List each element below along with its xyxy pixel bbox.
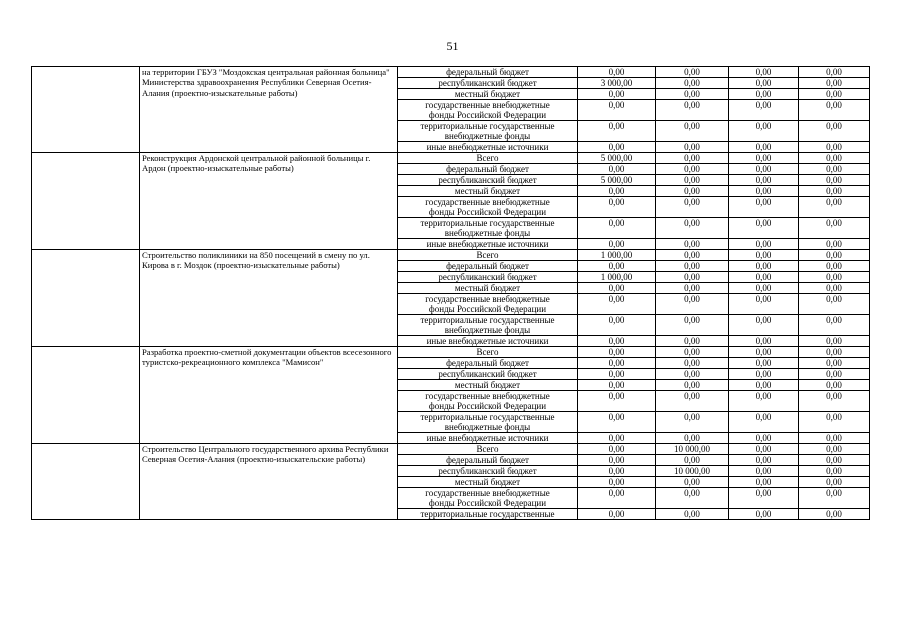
table-row: [32, 347, 870, 358]
funding-source: [398, 100, 578, 121]
amount-cell: 0,00: [729, 477, 799, 488]
funding-source-line: республиканский бюджет: [438, 175, 537, 185]
funding-source-line: федеральный бюджет: [446, 67, 529, 77]
amount-cell: 0,00: [729, 261, 799, 272]
amount-cell: 0,00: [656, 175, 729, 186]
amount-cell: 0,00: [578, 466, 656, 477]
amount-cell: 0,00: [729, 509, 799, 520]
amount-cell: 0,00: [656, 488, 729, 509]
amount-cell: 0,00: [799, 466, 870, 477]
amount-cell: 0,00: [578, 261, 656, 272]
project-name: Разработка проектно-сметной документации объектов всесезонного туристско-рекреационного комплекса "Мамисон": [140, 347, 398, 444]
funding-source: [398, 358, 578, 369]
amount-cell: 0,00: [578, 433, 656, 444]
funding-source: [398, 477, 578, 488]
funding-source-line: местный бюджет: [454, 89, 521, 99]
funding-source-line: фонды Российской Федерации: [428, 401, 547, 411]
amount-cell: 0,00: [656, 380, 729, 391]
amount-cell: 0,00: [656, 369, 729, 380]
amount-cell: 0,00: [799, 283, 870, 294]
amount-cell: 0,00: [799, 272, 870, 283]
funding-source-line: государственные внебюджетные: [425, 294, 550, 304]
funding-source-line: Всего: [476, 347, 499, 357]
amount-cell: 0,00: [656, 433, 729, 444]
funding-source: [398, 250, 578, 261]
amount-cell: 0,00: [729, 78, 799, 89]
funding-source: [398, 261, 578, 272]
amount-cell: 0,00: [799, 175, 870, 186]
amount-cell: 0,00: [799, 380, 870, 391]
amount-cell: 0,00: [578, 283, 656, 294]
funding-source: [398, 433, 578, 444]
amount-cell: 0,00: [799, 197, 870, 218]
amount-cell: 0,00: [656, 78, 729, 89]
empty-cell: [32, 444, 140, 520]
amount-cell: 0,00: [799, 67, 870, 78]
funding-source-line: территориальные государственные: [420, 412, 555, 422]
amount-cell: 0,00: [729, 347, 799, 358]
funding-source-line: государственные внебюджетные: [425, 391, 550, 401]
amount-cell: 0,00: [729, 175, 799, 186]
funding-source: [398, 444, 578, 455]
amount-cell: 0,00: [578, 347, 656, 358]
amount-cell: 0,00: [578, 100, 656, 121]
funding-source-line: федеральный бюджет: [446, 261, 529, 271]
table-row: [32, 67, 870, 78]
amount-cell: 0,00: [729, 272, 799, 283]
funding-source-line: территориальные государственные: [420, 509, 555, 519]
amount-cell: 0,00: [729, 488, 799, 509]
amount-cell: 0,00: [729, 391, 799, 412]
amount-cell: 0,00: [729, 283, 799, 294]
table-row: [32, 250, 870, 261]
amount-cell: 0,00: [656, 100, 729, 121]
funding-source-line: республиканский бюджет: [438, 78, 537, 88]
funding-source-line: иные внебюджетные источники: [426, 336, 549, 346]
amount-cell: 0,00: [799, 89, 870, 100]
funding-source-line: федеральный бюджет: [446, 455, 529, 465]
funding-source: [398, 164, 578, 175]
page-number: 51: [446, 39, 459, 53]
amount-cell: 0,00: [656, 67, 729, 78]
amount-cell: 0,00: [729, 444, 799, 455]
amount-cell: 0,00: [799, 369, 870, 380]
amount-cell: 0,00: [578, 336, 656, 347]
amount-cell: 0,00: [578, 444, 656, 455]
funding-source: [398, 78, 578, 89]
amount-cell: 0,00: [729, 197, 799, 218]
amount-cell: 0,00: [578, 239, 656, 250]
amount-cell: 0,00: [729, 218, 799, 239]
amount-cell: 0,00: [799, 78, 870, 89]
amount-cell: 0,00: [799, 294, 870, 315]
amount-cell: 0,00: [729, 153, 799, 164]
funding-source-line: государственные внебюджетные: [425, 488, 550, 498]
amount-cell: 0,00: [729, 142, 799, 153]
amount-cell: 0,00: [729, 433, 799, 444]
amount-cell: 0,00: [799, 121, 870, 142]
funding-source-line: фонды Российской Федерации: [428, 207, 547, 217]
funding-source: [398, 369, 578, 380]
funding-source: [398, 153, 578, 164]
amount-cell: 0,00: [799, 153, 870, 164]
amount-cell: 0,00: [578, 121, 656, 142]
funding-source: [398, 294, 578, 315]
amount-cell: 0,00: [656, 347, 729, 358]
funding-source: [398, 272, 578, 283]
funding-source: [398, 380, 578, 391]
amount-cell: 0,00: [656, 89, 729, 100]
funding-source: [398, 315, 578, 336]
amount-cell: 0,00: [656, 142, 729, 153]
amount-cell: 0,00: [799, 261, 870, 272]
amount-cell: 0,00: [578, 358, 656, 369]
funding-source: [398, 283, 578, 294]
amount-cell: 0,00: [799, 455, 870, 466]
amount-cell: 10 000,00: [656, 444, 729, 455]
funding-source-line: территориальные государственные: [420, 315, 555, 325]
funding-source-line: территориальные государственные: [420, 121, 555, 131]
amount-cell: 0,00: [799, 358, 870, 369]
amount-cell: 3 000,00: [578, 78, 656, 89]
funding-source: [398, 121, 578, 142]
amount-cell: 0,00: [729, 250, 799, 261]
amount-cell: 0,00: [656, 272, 729, 283]
amount-cell: 0,00: [799, 347, 870, 358]
funding-source-line: фонды Российской Федерации: [428, 110, 547, 120]
amount-cell: 0,00: [799, 142, 870, 153]
funding-source: [398, 412, 578, 433]
amount-cell: 0,00: [578, 380, 656, 391]
amount-cell: 0,00: [729, 67, 799, 78]
project-name: Строительство поликлиники на 850 посещений в смену по ул. Кирова в г. Моздок (проектно-изыскательные работы): [140, 250, 398, 347]
amount-cell: 0,00: [656, 153, 729, 164]
funding-source: [398, 89, 578, 100]
amount-cell: 0,00: [729, 412, 799, 433]
funding-source-line: Всего: [476, 250, 499, 260]
amount-cell: 0,00: [578, 164, 656, 175]
funding-source: [398, 197, 578, 218]
amount-cell: 0,00: [578, 142, 656, 153]
amount-cell: 0,00: [656, 477, 729, 488]
amount-cell: 5 000,00: [578, 153, 656, 164]
amount-cell: 0,00: [656, 186, 729, 197]
funding-source: [398, 239, 578, 250]
amount-cell: 0,00: [799, 218, 870, 239]
funding-source-line: иные внебюджетные источники: [426, 239, 549, 249]
amount-cell: 0,00: [729, 239, 799, 250]
amount-cell: 10 000,00: [656, 466, 729, 477]
amount-cell: 0,00: [656, 218, 729, 239]
funding-source-line: внебюджетные фонды: [444, 131, 531, 141]
amount-cell: 0,00: [729, 294, 799, 315]
funding-source: [398, 466, 578, 477]
amount-cell: 0,00: [578, 412, 656, 433]
funding-source: [398, 347, 578, 358]
project-name: Строительство Центрального государственного архива Республики Северная Осетия-Алания (проектно-изыскательские работы): [140, 444, 398, 520]
funding-source-line: внебюджетные фонды: [444, 422, 531, 432]
funding-source-line: республиканский бюджет: [438, 466, 537, 476]
amount-cell: 0,00: [656, 239, 729, 250]
amount-cell: 0,00: [729, 89, 799, 100]
amount-cell: 0,00: [799, 164, 870, 175]
amount-cell: 0,00: [578, 186, 656, 197]
funding-source-line: иные внебюджетные источники: [426, 142, 549, 152]
funding-source-line: Всего: [476, 153, 499, 163]
amount-cell: 0,00: [656, 261, 729, 272]
funding-source-line: государственные внебюджетные: [425, 197, 550, 207]
funding-source-line: Всего: [476, 444, 499, 454]
amount-cell: 0,00: [799, 477, 870, 488]
funding-source-line: фонды Российской Федерации: [428, 304, 547, 314]
amount-cell: 0,00: [578, 218, 656, 239]
table-row: [32, 444, 870, 455]
amount-cell: 0,00: [729, 336, 799, 347]
amount-cell: 0,00: [578, 369, 656, 380]
funding-source: [398, 67, 578, 78]
funding-source-line: местный бюджет: [454, 186, 521, 196]
amount-cell: 0,00: [799, 444, 870, 455]
amount-cell: 0,00: [729, 466, 799, 477]
amount-cell: 0,00: [578, 488, 656, 509]
funding-source: [398, 391, 578, 412]
funding-source-line: территориальные государственные: [420, 218, 555, 228]
funding-source-line: федеральный бюджет: [446, 164, 529, 174]
amount-cell: 0,00: [799, 100, 870, 121]
amount-cell: 0,00: [729, 121, 799, 142]
amount-cell: 0,00: [656, 250, 729, 261]
funding-source-line: фонды Российской Федерации: [428, 498, 547, 508]
funding-source-line: местный бюджет: [454, 477, 521, 487]
amount-cell: 0,00: [729, 455, 799, 466]
funding-source: [398, 336, 578, 347]
amount-cell: 0,00: [578, 67, 656, 78]
funding-source-line: республиканский бюджет: [438, 369, 537, 379]
project-name: Реконструкция Ардонской центральной районной больницы г. Ардон (проектно-изыскательные работы): [140, 153, 398, 250]
amount-cell: 0,00: [578, 477, 656, 488]
amount-cell: 0,00: [656, 336, 729, 347]
funding-source-line: иные внебюджетные источники: [426, 433, 549, 443]
amount-cell: 0,00: [729, 358, 799, 369]
amount-cell: 0,00: [729, 164, 799, 175]
amount-cell: 0,00: [729, 369, 799, 380]
amount-cell: 0,00: [656, 121, 729, 142]
amount-cell: 0,00: [799, 250, 870, 261]
amount-cell: 0,00: [656, 197, 729, 218]
funding-source-line: местный бюджет: [454, 283, 521, 293]
amount-cell: 0,00: [656, 391, 729, 412]
amount-cell: 0,00: [578, 509, 656, 520]
amount-cell: 0,00: [799, 412, 870, 433]
table-row: [32, 153, 870, 164]
amount-cell: 5 000,00: [578, 175, 656, 186]
amount-cell: 0,00: [578, 294, 656, 315]
empty-cell: [32, 67, 140, 153]
amount-cell: 0,00: [578, 391, 656, 412]
amount-cell: 0,00: [729, 380, 799, 391]
amount-cell: 0,00: [578, 197, 656, 218]
amount-cell: 1 000,00: [578, 272, 656, 283]
amount-cell: 0,00: [656, 509, 729, 520]
amount-cell: 0,00: [656, 358, 729, 369]
budget-table: [31, 66, 870, 520]
funding-source-line: внебюджетные фонды: [444, 228, 531, 238]
funding-source: [398, 218, 578, 239]
amount-cell: 0,00: [799, 509, 870, 520]
project-name: на территории ГБУЗ "Моздокская центральная районная больница" Министерства здравоохранения Республики Северная Осетия-Алания (проектно-изыскательные работы): [140, 67, 398, 153]
funding-source: [398, 186, 578, 197]
funding-source-line: внебюджетные фонды: [444, 325, 531, 335]
amount-cell: 0,00: [799, 336, 870, 347]
amount-cell: 0,00: [578, 315, 656, 336]
amount-cell: 0,00: [578, 455, 656, 466]
empty-cell: [32, 250, 140, 347]
funding-source: [398, 509, 578, 520]
amount-cell: 0,00: [656, 412, 729, 433]
funding-source: [398, 142, 578, 153]
amount-cell: 0,00: [799, 433, 870, 444]
amount-cell: 0,00: [799, 488, 870, 509]
amount-cell: 1 000,00: [578, 250, 656, 261]
amount-cell: 0,00: [656, 294, 729, 315]
funding-source: [398, 455, 578, 466]
amount-cell: 0,00: [729, 186, 799, 197]
funding-source-line: республиканский бюджет: [438, 272, 537, 282]
funding-source: [398, 175, 578, 186]
amount-cell: 0,00: [729, 100, 799, 121]
amount-cell: 0,00: [578, 89, 656, 100]
funding-source-line: местный бюджет: [454, 380, 521, 390]
amount-cell: 0,00: [799, 239, 870, 250]
empty-cell: [32, 153, 140, 250]
amount-cell: 0,00: [656, 315, 729, 336]
funding-source-line: государственные внебюджетные: [425, 100, 550, 110]
amount-cell: 0,00: [656, 283, 729, 294]
funding-source-line: федеральный бюджет: [446, 358, 529, 368]
amount-cell: 0,00: [656, 455, 729, 466]
amount-cell: 0,00: [729, 315, 799, 336]
amount-cell: 0,00: [799, 315, 870, 336]
amount-cell: 0,00: [799, 186, 870, 197]
funding-source: [398, 488, 578, 509]
amount-cell: 0,00: [656, 164, 729, 175]
empty-cell: [32, 347, 140, 444]
amount-cell: 0,00: [799, 391, 870, 412]
